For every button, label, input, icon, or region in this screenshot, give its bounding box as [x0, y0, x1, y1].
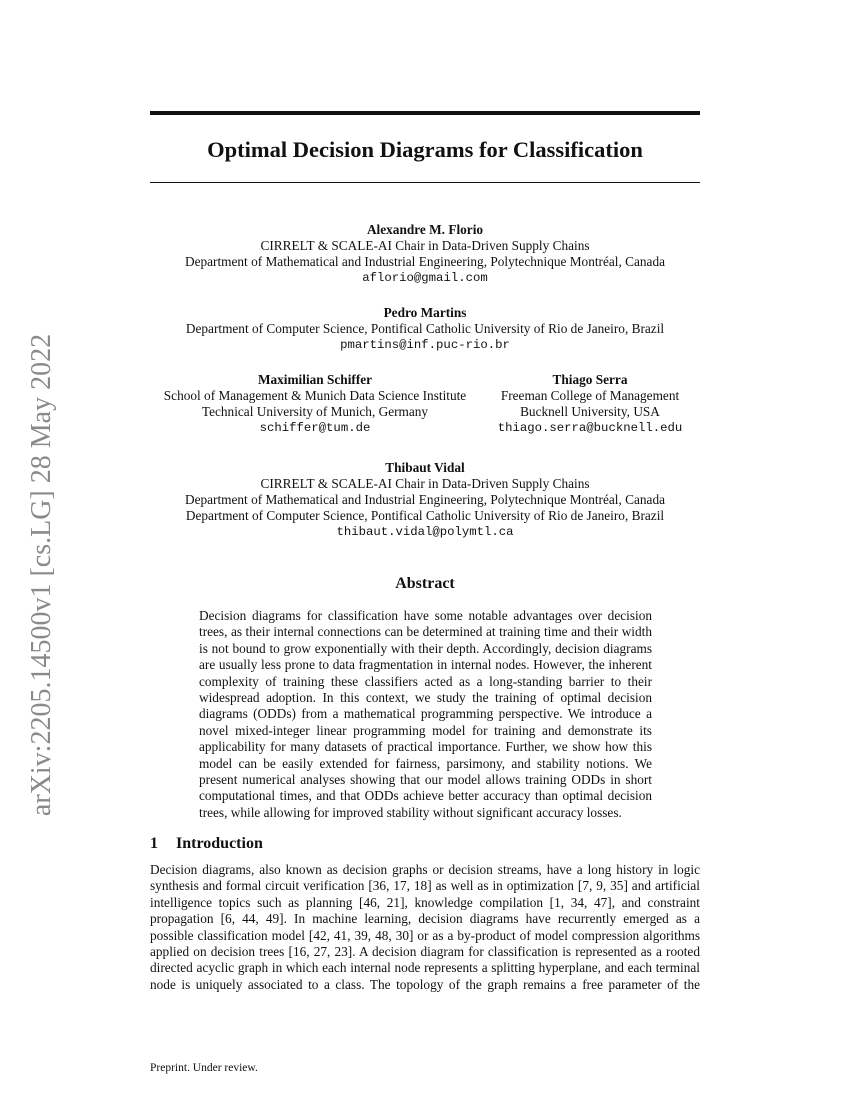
author-name: Maximilian Schiffer	[257, 372, 373, 387]
author-name: Thibaut Vidal	[385, 460, 465, 475]
author-affiliation: Technical University of Munich, Germany	[201, 404, 429, 419]
intro-line: propagation [6, 44, 49]. In machine learning, decision diagrams have recurrently emerged as a	[150, 911, 700, 927]
abstract-line: is not bound to grow exponentially with their depth. Accordingly, decision diagrams	[199, 640, 652, 656]
abstract-line: trees, while allowing for improved stability without significant accuracy losses.	[199, 804, 622, 820]
abstract-line: model can be easily extended for fairness, parsimony, and stability notions. We	[199, 755, 652, 771]
intro-line: Decision diagrams, also known as decision graphs or decision streams, have a long history in logic	[150, 862, 700, 877]
intro-line: synthesis and formal circuit verification [36, 17, 18] as well as in optimization [7, 9, 35] and artificial	[150, 878, 700, 894]
author-affiliation: School of Management & Munich Data Science Institute	[163, 388, 467, 403]
author-name: Alexandre M. Florio	[366, 222, 484, 237]
abstract-body	[199, 608, 652, 821]
intro-line: applied on decision trees [16, 27, 23]. A decision diagram for classification is represented as a rooted	[150, 944, 700, 960]
author-block	[150, 460, 700, 540]
abstract-line: complexity of training these classifiers acted as a long-standing barrier to their	[199, 673, 652, 689]
author-affiliation: Department of Computer Science, Pontifical Catholic University of Rio de Janeiro, Brazil	[185, 508, 665, 523]
arxiv-side-stamp: arXiv:2205.14500v1 [cs.LG] 28 May 2022	[26, 333, 57, 817]
author-affiliation: CIRRELT & SCALE-AI Chair in Data-Driven Supply Chains	[260, 238, 590, 253]
author-affiliation: Department of Computer Science, Pontifical Catholic University of Rio de Janeiro, Brazil	[185, 321, 665, 336]
author-name: Pedro Martins	[383, 305, 467, 320]
author-name: Thiago Serra	[552, 372, 628, 387]
author-affiliation: Department of Mathematical and Industrial Engineering, Polytechnique Montréal, Canada	[184, 254, 665, 269]
author-block	[150, 372, 480, 436]
author-email[interactable]: pmartins@inf.puc-rio.br	[340, 338, 510, 352]
introduction-body	[150, 862, 700, 993]
paper-title: Optimal Decision Diagrams for Classification	[207, 137, 643, 162]
abstract-line: diagrams (ODDs) from a mathematical programming perspective. We introduce a	[199, 706, 652, 722]
author-email[interactable]: thibaut.vidal@polymtl.ca	[336, 525, 514, 539]
abstract-line: applicability for many datasets of practical importance. Further, we show how this	[199, 739, 652, 755]
abstract-line: computational times, and that ODDs achieve better accuracy than optimal decision	[199, 788, 652, 804]
author-affiliation: CIRRELT & SCALE-AI Chair in Data-Driven Supply Chains	[260, 476, 590, 491]
author-affiliation: Bucknell University, USA	[520, 404, 660, 419]
abstract-line: present numerical analyses showing that our model allows training ODDs in short	[199, 772, 652, 788]
title-rule-bottom	[150, 182, 700, 183]
abstract-line: widespread adoption. In this context, we study the training of optimal decision	[199, 690, 652, 706]
section-number: 1	[150, 835, 158, 852]
abstract-line: trees, as their internal connections can be determined at training time and their width	[199, 624, 652, 640]
intro-line: possible classification model [42, 41, 39, 48, 30] or as a by-product of model compression algorithms	[150, 927, 700, 943]
author-affiliation: Freeman College of Management	[500, 388, 680, 403]
author-email[interactable]: thiago.serra@bucknell.edu	[497, 421, 683, 435]
abstract-heading: Abstract	[395, 575, 455, 592]
abstract-line: are usually less prone to data fragmentation in internal nodes. However, the inherent	[199, 657, 652, 673]
section-heading-introduction	[150, 835, 263, 853]
author-block	[490, 372, 690, 436]
author-affiliation: Department of Mathematical and Industrial Engineering, Polytechnique Montréal, Canada	[184, 492, 665, 507]
author-block	[150, 222, 700, 286]
intro-line: directed acyclic graph in which each internal node represents a splitting hyperplane, and each terminal	[150, 960, 700, 976]
abstract-line: Decision diagrams for classification have some notable advantages over decision	[199, 608, 652, 623]
intro-line: intelligence topics such as planning [46, 21], knowledge compilation [1, 34, 47], and constraint	[150, 894, 700, 910]
intro-line: node is uniquely associated to a class. The topology of the graph remains a free parameter of the	[150, 976, 700, 992]
abstract-line: novel mixed-integer linear programming model for training and demonstrate its	[199, 722, 652, 738]
title-rule-top	[150, 111, 700, 115]
footer-note: Preprint. Under review.	[150, 1062, 258, 1074]
author-block	[150, 305, 700, 353]
author-email[interactable]: schiffer@tum.de	[259, 421, 371, 435]
author-email[interactable]: aflorio@gmail.com	[362, 271, 488, 285]
section-title: Introduction	[176, 835, 263, 852]
